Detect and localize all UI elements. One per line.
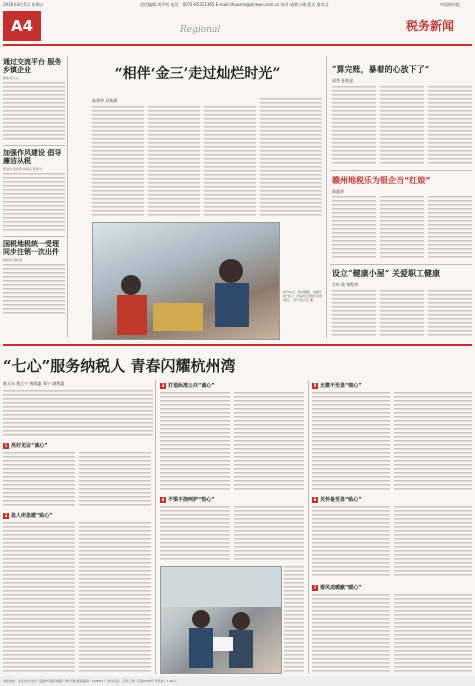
column-divider [155,380,156,674]
left-headline-1: 通过交流平台 服务乡镇企业 [3,58,62,74]
photo-illustration [93,223,279,339]
subhead-5 [312,382,362,389]
left-article-2-text [3,173,65,233]
subhead-number: 7 [313,585,317,590]
right2-col-2 [380,196,424,260]
subhead-2-text: 急人所急暖“贴心” [11,513,53,519]
left-author-1: 浙地 陈大山 [3,76,19,80]
lower-col-2b [79,522,151,672]
column-divider [308,380,309,674]
lower-col-3b [234,392,304,492]
right-author-3: 方红 陆 胡绍华 [332,282,359,287]
subhead-number: 6 [313,497,317,502]
lower-col-5a [312,392,390,492]
date-line: 2016年8月5日 星期五 [3,2,44,7]
lower-intro-text [3,390,153,438]
lower-col-4b [234,506,304,560]
divider [3,145,65,146]
subhead-1-text: 亮好见证“诚心” [11,443,48,449]
regional-label: Regional [180,25,221,35]
subhead-number: 1 [4,443,8,448]
top-bar [0,0,475,9]
section-title: 税务新闻 [406,19,455,33]
right1-col-2 [380,86,424,166]
section-rule [3,344,472,346]
lower-col-4a [160,506,230,560]
lower-headline: “七心”服务纳税人 青春闪耀杭州湾 [3,357,236,375]
right1-col-1 [332,86,376,166]
main-text-col-1 [92,106,144,216]
site-name: 中国财经报 [440,2,460,7]
left-column [3,58,65,328]
column-divider [326,56,327,338]
subhead-3 [160,382,215,389]
subhead-number: 2 [4,513,8,518]
footer-bar [0,676,475,686]
divider [330,264,472,265]
subhead-1 [3,442,48,449]
subhead-7 [312,584,362,591]
main-photo-caption: 8月31日，杭州国税、地税开展“金三”上线动员会暨业务培训班。 景宁 陈兴玉 摄 [283,290,323,302]
right2-col-1 [332,196,376,260]
lower-col-2a [3,522,75,672]
main-text-col-2 [148,106,200,216]
lower-col-5b [394,392,472,492]
lower-col-7a [312,594,390,672]
subhead-number: 5 [313,383,317,388]
header-rule [3,44,472,46]
subhead-2 [3,512,53,519]
lower-col-6b [394,506,472,578]
subhead-number: 4 [161,497,165,502]
page-number-box: A4 [3,11,41,41]
left-author-2: 郑世伟 金莉莉 林国兴 陈俭华 [3,167,42,171]
right-headline-3: 设立“健康小屋” 关爱职工健康 [332,268,440,278]
main-photo [92,222,280,340]
left-headline-3: 国税地税统一受理 同步注销一次出件 [3,240,59,256]
right-author-1: 邱秀 孙凯伦 [332,78,354,83]
contact-line: 责任编辑 周声钊 电话：0571-85311365 E-mail:zhoushz@zjnews.com.cn 校对 诸葛小瑾 版式 俞奇文 [140,2,329,7]
left-author-3: 姚英英 郭秋雨 [3,258,22,262]
right-headline-1: “算完账，暴着的心放下了” [332,64,430,74]
right-headline-2: 赣州地税乐为银企当“红娘” [332,176,431,185]
main-text-col-4 [260,98,322,216]
lower-col-6a [312,506,390,578]
divider [3,236,65,237]
left-headline-2: 加强作风建设 倡导廉洁从税 [3,149,62,165]
right-author-2: 蒋超华 [332,189,344,194]
left-article-1-text [3,82,65,142]
subhead-3-text: 打造标准公共“诚心” [168,383,215,389]
subhead-number: 3 [161,383,165,388]
divider [330,170,472,171]
lower-photo [160,566,282,674]
right3-col-3 [428,290,472,338]
right2-col-3 [428,196,472,260]
lower-col-1a [3,452,75,508]
lower-byline: 陈天东 徐乙宁 梅翔惠 郑宁 潘剑惠 [3,381,65,386]
lower-col-3a [160,392,230,492]
left-article-3-text [3,264,65,314]
main-author: 朱建华 吴秋燕 [92,98,118,103]
right3-col-2 [380,290,424,338]
column-divider [67,56,68,338]
footer-line: 本报地址：北京市丰台区广安路9号国投财富广场1号楼 邮政编码：100055 广告许可证：京西工商广字第8100号 零售价：1.00元 [3,679,177,683]
subhead-5-text: 无微不至显“细心” [320,383,362,389]
subhead-4 [160,496,215,503]
lower-col-7b [394,594,472,672]
right1-col-3 [428,86,472,166]
lower-col-1b [79,452,151,508]
subhead-7-text: 春风送暖献“暖心” [320,585,362,591]
photo-illustration [161,567,281,673]
main-text-col-3 [204,106,256,216]
main-headline: “相伴‘金三’走过灿烂时光” [114,66,281,82]
subhead-4-text: 不惧不挠呵护“热心” [168,497,215,503]
right3-col-1 [332,290,376,338]
subhead-6-text: 关怀备至显“贴心” [320,497,362,503]
lower-photo-caption-lines [284,566,304,672]
subhead-6 [312,496,362,503]
